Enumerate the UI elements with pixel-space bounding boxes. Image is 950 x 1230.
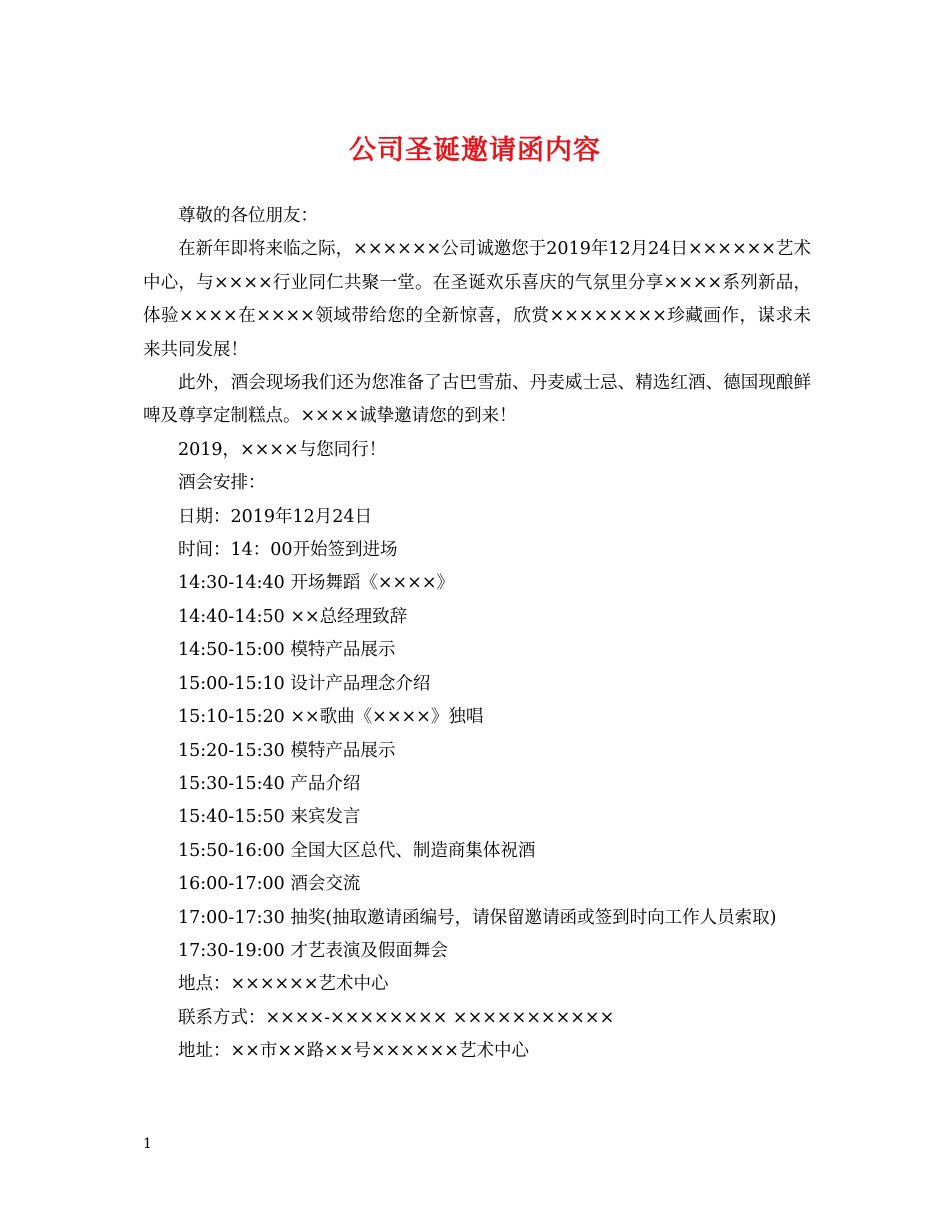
schedule-item: 14:50-15:00 模特产品展示: [178, 640, 396, 661]
schedule-item: 15:30-15:40 产品介绍: [178, 773, 361, 794]
schedule-item: 14:40-14:50 ××总经理致辞: [178, 606, 408, 627]
schedule-item: 15:10-15:20 ××歌曲《××××》独唱: [178, 707, 484, 728]
arrangement-heading: 酒会安排：: [178, 473, 266, 494]
schedule-item: 15:00-15:10 设计产品理念介绍: [178, 673, 431, 694]
slogan: 2019，××××与您同行！: [178, 439, 387, 460]
page-title: 公司圣诞邀请函内容: [349, 135, 601, 166]
time-line: 时间：14：00开始签到进场: [178, 540, 398, 561]
schedule-item: 15:50-16:00 全国大区总代、制造商集体祝酒: [178, 840, 536, 861]
intro-paragraph: 在新年即将来临之际，××××××公司诚邀您于2019年12月24日××××××艺术中心，与××××行业同仁共聚一堂。在圣诞欢乐喜庆的气氛里分享××××系列新品，体验××××在××××领域带给您的全新惊喜，欣赏××××××××珍藏画作，谋求未来共同发展！: [143, 239, 811, 360]
date-line: 日期：2019年12月24日: [178, 506, 373, 527]
schedule-item: 14:30-14:40 开场舞蹈《××××》: [178, 573, 454, 594]
schedule-item: 15:20-15:30 模特产品展示: [178, 740, 396, 761]
contact-line: 联系方式：××××-×××××××× ×××××××××××: [178, 1007, 615, 1028]
letter-body: [143, 200, 811, 1069]
extras-paragraph: 此外，酒会现场我们还为您准备了古巴雪茄、丹麦威士忌、精选红酒、德国现酿鲜啤及尊享定制糕点。××××诚挚邀请您的到来！: [143, 373, 811, 427]
schedule-item: 17:00-17:30 抽奖(抽取邀请函编号，请保留邀请函或签到时向工作人员索取): [178, 907, 777, 928]
address-line: 地址：××市××路××号××××××艺术中心: [178, 1041, 529, 1062]
schedule-item: 15:40-15:50 来宾发言: [178, 807, 361, 828]
schedule-item: 16:00-17:00 酒会交流: [178, 874, 361, 895]
schedule-item: 17:30-19:00 才艺表演及假面舞会: [178, 940, 448, 961]
greeting: 尊敬的各位朋友：: [178, 206, 318, 226]
page-number: 1: [143, 1136, 152, 1152]
location-line: 地点：××××××艺术中心: [178, 974, 389, 995]
